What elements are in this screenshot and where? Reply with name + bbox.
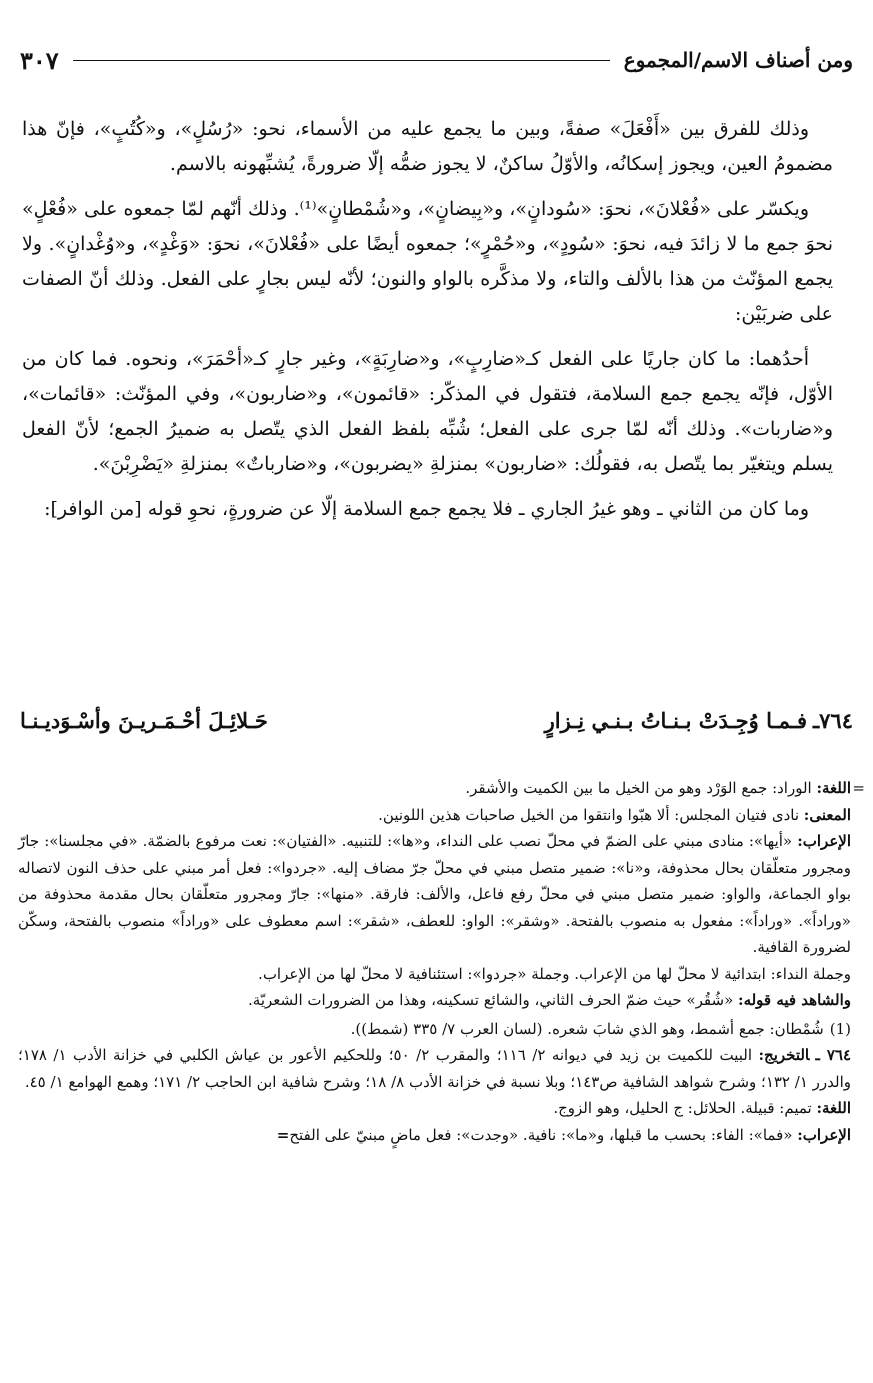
note-text: تميم: قبيلة. الحلائل: ج الحليل، وهو الزوج. — [553, 1099, 817, 1117]
note-text: البيت للكميت بن زيد في ديوانه ٢/ ١١٦؛ والمقرب ٢/ ٥٠؛ وللحكيم الأعور بن عياش الكلبي في خزانة الأدب ١/ ١٧٨؛ والدرر ١/ ١٣٢؛ وشرح شواهد الشافية ص١٤٣؛ وبلا نسبة في خزانة الأدب ٨/ ١٨؛ وشرح شافية ابن الحاجب ٢/ ١٧١؛ وهمع الهوامع ١/ ٤٥. — [18, 1046, 851, 1091]
note-text: الوراد: جمع الوَرْد وهو من الخيل ما بين الكميت والأشقر. — [465, 779, 817, 797]
footnote-number: (1) — [829, 1019, 851, 1038]
note-line — [18, 961, 851, 988]
note-label: الإعراب: — [797, 1125, 851, 1144]
paragraph: وذلك للفرق بين «أَفْعَلَ» صفةً، وبين ما يجمع عليه من الأسماء، نحو: «رُسُلٍ»، و«كُتُبٍ»، فإنّ هذا مضمومُ العين، ويجوز إسكانُه، والأوّلُ ساكنٌ، لا يجوز ضمُّه إلّا ضرورةً، يُشبِّهونه بالاسم. — [22, 118, 833, 175]
paragraph: وما كان من الثاني ـ وهو غيرُ الجاري ـ فلا يجمع جمع السلامة إلّا عن ضرورةٍ، نحوِ قوله [من الوافر]: — [44, 498, 809, 520]
note-text: «فما»: الفاء: بحسب ما قبلها، و«ما»: نافية. «وجدت»: فعل ماضٍ مبنيّ على الفتح — [289, 1125, 798, 1144]
page-number: ٣٠٧ — [20, 45, 59, 75]
takhrij-line — [18, 1042, 851, 1095]
running-header — [20, 40, 853, 80]
continuation-mark: = — [852, 779, 865, 797]
note-text: «أيها»: منادى مبني على الضمّ في محلّ نصب على النداء، و«ها»: للتنبيه. «الفتيان»: نعت مرفوع بالضمّة. «في مجلسنا»: جارّ ومجرور متعلّقان بحال محذوفة، و«نا»: ضمير متصل مبني في محلّ جرّ مضاف إليه. «جردوا»: فعل أمر مبني على حذف النون لاتصاله بواو الجماعة، والواو: ضمير متصل مبني في محلّ رفع فاعل، والألف: فارقة. «منها»: جارّ ومجرور متعلّقان بحال مقدمة محذوفة من «وراداً». «وراداً»: مفعول به منصوب بالفتحة. «وشقر»: الواو: للعطف، «شقر»: اسم معطوف على «وراداً» منصوب بالفتحة، وسكّن لضرورة القافية. — [18, 832, 851, 956]
second-hemistich: حَـلائِـلَ أحْـمَـريـنَ وأسْـوَديـنـا — [20, 707, 268, 733]
note-line — [18, 1122, 851, 1149]
continuation-mark-end: = — [276, 1125, 290, 1144]
note-line — [18, 1095, 851, 1122]
header-rule — [73, 60, 610, 61]
paragraph: أحدُهما: ما كان جاريًا على الفعل كـ«ضارِبٍ»، و«ضارِبَةٍ»، وغير جارٍ كـ«أحْمَرَ»، ونحوه. فما كان من الأوّل، فإنّه يجمع جمع السلامة، فتقول في المذكّر: «قائمون»، و«ضاربون»، وفي المؤنّث: «قائمات»، و«ضاربات». وذلك أنّه لمّا جرى على الفعل؛ شُبِّه بلفظ الفعل الذي يتّصل به ضميرُ الجمع؛ لأنّ الفعل يسلم ويتغيّر بما يتّصل به، فقولُك: «ضاربون» بمنزلةِ «يضربون»، و«ضارباتٌ» بمنزلةِ «يَضْرِبْنَ». — [22, 348, 833, 475]
note-text: وجملة النداء: ابتدائية لا محلّ لها من الإعراب. وجملة «جردوا»: استئنافية لا محلّ لها من الإعراب. — [258, 964, 851, 983]
note-label: اللغة: — [816, 1099, 851, 1117]
paragraph: ويكسّر على «فُعْلانَ»، نحوَ: «سُودانٍ»، و«بِيضانٍ»، و«شُمْطانٍ»⁽¹⁾. وذلك أنّهم لمّا جمعوه على «فُعْلٍ» نحوَ جمع ما لا زائدَ فيه، نحوَ: «سُودٍ»، و«حُمْرٍ»؛ جمعوه أيضًا على «فُعْلانَ»، نحوَ: «وَغْدٍ»، و«وُغْدانٍ». ولا يجمع المؤنّث من هذا بالألف والتاء، ولا مذكَّره بالواو والنون؛ لأنّه ليس بجارٍ على الفعل. وذلك أنّ الصفات على ضربَيْن: — [22, 198, 833, 325]
footnote-1 — [18, 1016, 851, 1043]
verse-number: ٧٦٤ـ — [813, 707, 853, 733]
verse-ref-number: ٧٦٤ ـ — [815, 1046, 851, 1064]
note-label: المعنى: — [803, 805, 851, 824]
footnotes — [18, 775, 865, 1148]
note-text: «شُقُر» حيث ضمّ الحرف الثاني، والشائع تسكينه، وهذا من الضرورات الشعريّة. — [248, 991, 739, 1009]
note-line — [18, 828, 851, 961]
note-line — [18, 775, 851, 802]
note-label: اللغة: — [816, 779, 851, 797]
note-label: التخريج: — [758, 1046, 810, 1064]
poetry-verse — [20, 700, 853, 740]
note-label: الإعراب: — [797, 832, 851, 850]
first-hemistich: فـمـا وُجِـدَتْ بـنـاتُ بـنـي نِـزارٍ — [544, 707, 807, 733]
note-line — [18, 802, 851, 829]
running-title: ومن أصناف الاسم/المجموع — [623, 48, 853, 72]
note-line — [18, 987, 851, 1014]
footnote-text: شُمْطان: جمع أشمط، وهو الذي شابَ شعره. (لسان العرب ٧/ ٣٣٥ (شمط)). — [350, 1019, 824, 1038]
note-label: والشاهد فيه قوله: — [738, 991, 851, 1009]
main-text — [22, 112, 833, 537]
note-text: نادى فتيان المجلس: ألا هبّوا وانتقوا من الخيل صاحبات هذين اللونين. — [378, 805, 804, 824]
